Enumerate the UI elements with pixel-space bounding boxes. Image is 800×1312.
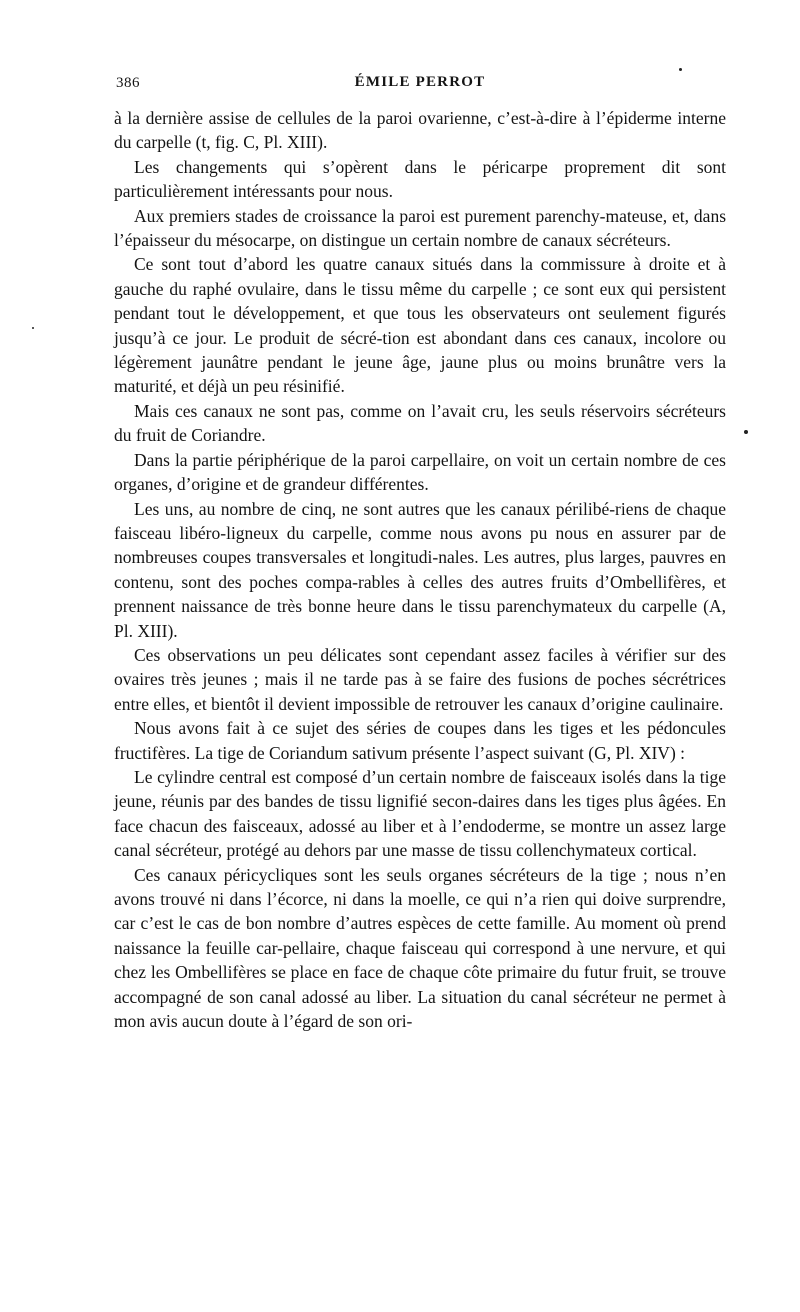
body-text	[114, 106, 726, 1033]
paragraph-6: Dans la partie périphérique de la paroi carpellaire, on voit un certain nombre de ces organes, d’origine et de grandeur différentes.	[114, 449, 726, 495]
scan-speck	[32, 327, 34, 329]
paragraph-4: Ce sont tout d’abord les quatre canaux situés dans la commissure à droite et à gauche du raphé ovulaire, dans le tissu même du carpelle ; ce sont eux qui persistent pendant tout le développement, et que tous les observateurs ont seulement figurés jusqu’à ce jour. Le produit de sécré-tion est abondant dans ces canaux, incolore ou légèrement jaunâtre pendant le jeune âge, jaune plus ou moins brunâtre vers la maturité, et déjà un peu résinifié.	[114, 254, 726, 397]
book-page	[114, 70, 726, 1033]
paragraph-1: à la dernière assise de cellules de la paroi ovarienne, c’est-à-dire à l’épiderme interne du carpelle (t, fig. C, Pl. XIII).	[114, 108, 726, 153]
scan-speck	[744, 430, 748, 434]
page-header	[114, 70, 726, 96]
paragraph-3: Aux premiers stades de croissance la paroi est purement parenchy-mateuse, et, dans l’épaisseur du mésocarpe, on distingue un certain nombre de canaux sécréteurs.	[114, 205, 726, 251]
paragraph-5: Mais ces canaux ne sont pas, comme on l’avait cru, les seuls réservoirs sécréteurs du fruit de Coriandre.	[114, 400, 726, 446]
paragraph-9: Nous avons fait à ce sujet des séries de coupes dans les tiges et les pédoncules fructifères. La tige de Coriandum sativum présente l’aspect suivant (G, Pl. XIV) :	[114, 718, 726, 763]
paragraph-2: Les changements qui s’opèrent dans le péricarpe proprement dit sont particulièrement intéressants pour nous.	[114, 156, 726, 202]
paragraph-8: Ces observations un peu délicates sont cependant assez faciles à vérifier sur des ovaires très jeunes ; mais il ne tarde pas à se faire des fusions de poches sécrétrices entre elles, et bientôt il devient impossible de retrouver les canaux d’origine caulinaire.	[114, 644, 726, 714]
paragraph-7: Les uns, au nombre de cinq, ne sont autres que les canaux périlibé-riens de chaque faisceau libéro-ligneux du carpelle, comme nous avons pu nous en assurer par de nombreuses coupes transversales et longitudi-nales. Les autres, plus larges, pauvres en contenu, sont des poches compa-rables à celles des autres fruits d’Ombellifères, et prennent naissance de très bonne heure dans le tissu parenchymateux du carpelle (A, Pl. XIII).	[114, 498, 726, 641]
running-title: ÉMILE PERROT	[354, 74, 486, 90]
scan-speck	[679, 68, 682, 71]
paragraph-10: Le cylindre central est composé d’un certain nombre de faisceaux isolés dans la tige jeune, réunis par des bandes de tissu lignifié secon-daires dans les tiges plus âgées. En face chacun des faisceaux, adossé au liber et à l’endoderme, se montre un assez large canal sécréteur, protégé au dehors par une masse de tissu collenchymateux cortical.	[114, 766, 726, 861]
paragraph-11: Ces canaux péricycliques sont les seuls organes sécréteurs de la tige ; nous n’en avons trouvé ni dans l’écorce, ni dans la moelle, ce qui n’a rien qui doive surprendre, car c’est le cas de bon nombre d’autres espèces de cette famille. Au moment où prend naissance la feuille car-pellaire, chaque faisceau qui correspond à une nervure, et qui chez les Ombellifères se place en face de chaque côte primaire du futur fruit, se trouve accompagné de son canal adossé au liber. La situation du canal sécréteur ne permet à mon avis aucun doute à l’égard de son ori-	[114, 864, 726, 1032]
page-number: 386	[116, 75, 140, 91]
